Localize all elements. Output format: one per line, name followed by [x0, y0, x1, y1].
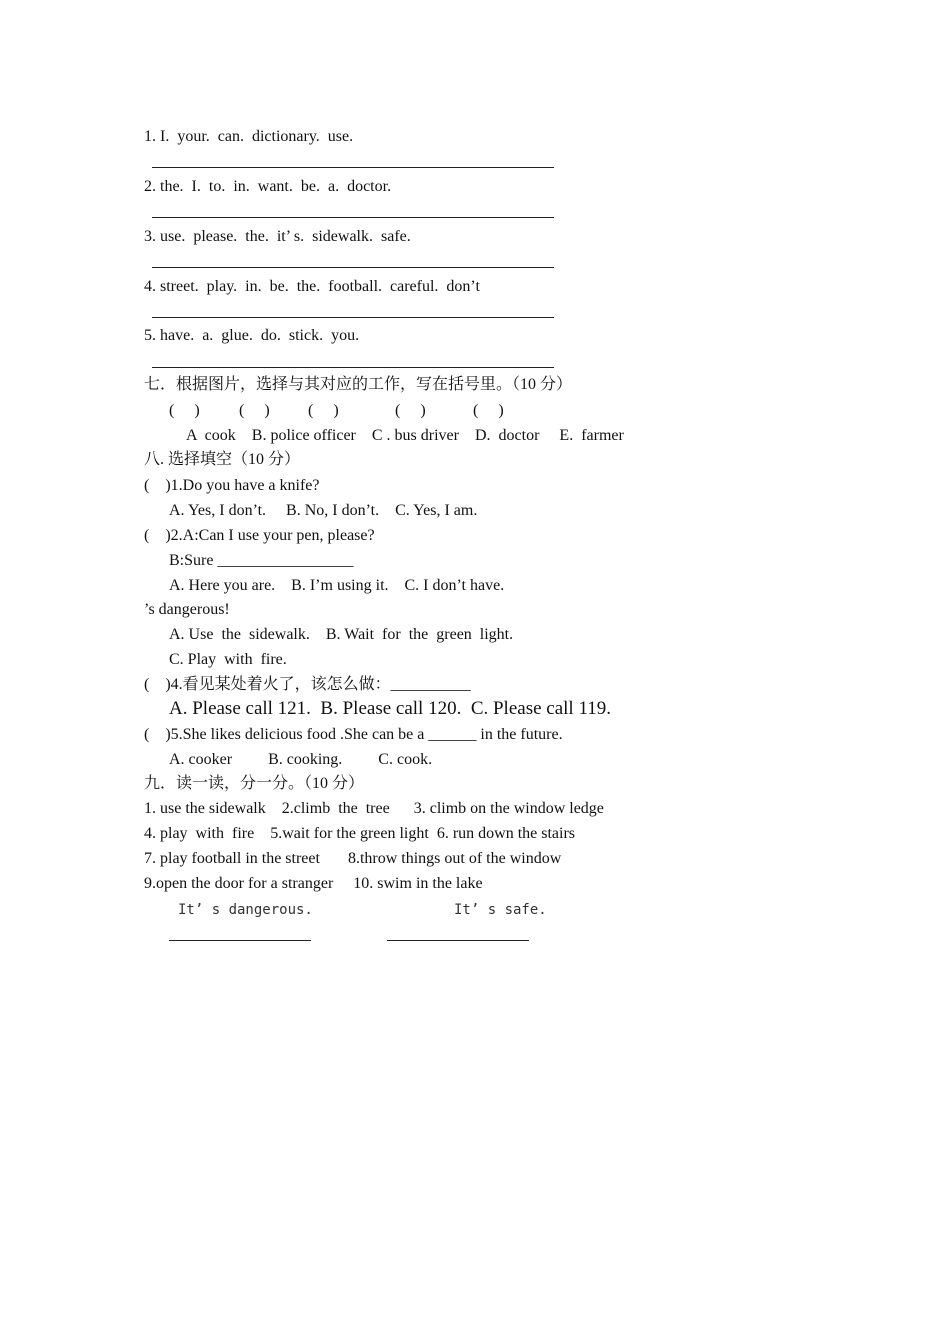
- section-7-heading: 七．根据图片，选择与其对应的工作，写在括号里。（10 分）: [144, 376, 573, 393]
- answer-bracket-3[interactable]: ( ): [308, 402, 339, 419]
- question-2-words: 2. the. I. to. in. want. be. a. doctor.: [144, 178, 392, 195]
- question-8-1-options: A. Yes, I don’t. B. No, I don’t. C. Yes, I am.: [169, 502, 478, 519]
- activity-line-3: 7. play football in the street 8.throw things out of the window: [144, 850, 562, 867]
- question-8-3-options-a-b: A. Use the sidewalk. B. Wait for the green light.: [169, 626, 514, 643]
- dangerous-label: It’ s dangerous.: [178, 902, 313, 918]
- answer-line-4[interactable]: [152, 317, 554, 318]
- question-8-2: ( )2.A:Can I use your pen, please?: [144, 527, 375, 544]
- safe-answer-line[interactable]: [387, 940, 529, 941]
- activity-line-2: 4. play with fire 5.wait for the green light 6. run down the stairs: [144, 825, 576, 842]
- question-8-3-options-c: C. Play with fire.: [169, 651, 287, 668]
- question-3-words: 3. use. please. the. it’ s. sidewalk. safe.: [144, 228, 411, 245]
- answer-bracket-5[interactable]: ( ): [473, 402, 504, 419]
- question-8-2-options: A. Here you are. B. I’m using it. C. I don’t have.: [169, 577, 505, 594]
- question-8-4-options: A. Please call 121. B. Please call 120. C. Please call 119.: [169, 698, 612, 719]
- answer-bracket-4[interactable]: ( ): [395, 402, 426, 419]
- question-8-2-reply[interactable]: B:Sure _________________: [169, 552, 354, 569]
- answer-line-5[interactable]: [152, 367, 554, 368]
- activity-line-1: 1. use the sidewalk 2.climb the tree 3. climb on the window ledge: [144, 800, 604, 817]
- answer-bracket-1[interactable]: ( ): [169, 402, 200, 419]
- question-8-5: ( )5.She likes delicious food .She can be a ______ in the future.: [144, 726, 563, 743]
- safe-label: It’ s safe.: [454, 902, 547, 918]
- section-8-heading: 八. 选择填空（10 分）: [144, 451, 301, 468]
- question-8-1: ( )1.Do you have a knife?: [144, 477, 320, 494]
- answer-bracket-2[interactable]: ( ): [239, 402, 270, 419]
- dangerous-answer-line[interactable]: [169, 940, 311, 941]
- question-5-words: 5. have. a. glue. do. stick. you.: [144, 327, 360, 344]
- question-8-3: ’s dangerous!: [144, 601, 230, 618]
- answer-line-2[interactable]: [152, 217, 554, 218]
- answer-line-1[interactable]: [152, 167, 554, 168]
- question-1-words: 1. I. your. can. dictionary. use.: [144, 128, 354, 145]
- activity-line-4: 9.open the door for a stranger 10. swim in the lake: [144, 875, 483, 892]
- question-8-4: ( )4.看见某处着火了，该怎么做：__________: [144, 676, 471, 693]
- job-options: A cook B. police officer C . bus driver D. doctor E. farmer: [186, 427, 624, 444]
- question-4-words: 4. street. play. in. be. the. football. careful. don’t: [144, 278, 480, 295]
- section-9-heading: 九．读一读，分一分。（10 分）: [144, 775, 365, 792]
- question-8-5-options: A. cooker B. cooking. C. cook.: [169, 751, 433, 768]
- answer-line-3[interactable]: [152, 267, 554, 268]
